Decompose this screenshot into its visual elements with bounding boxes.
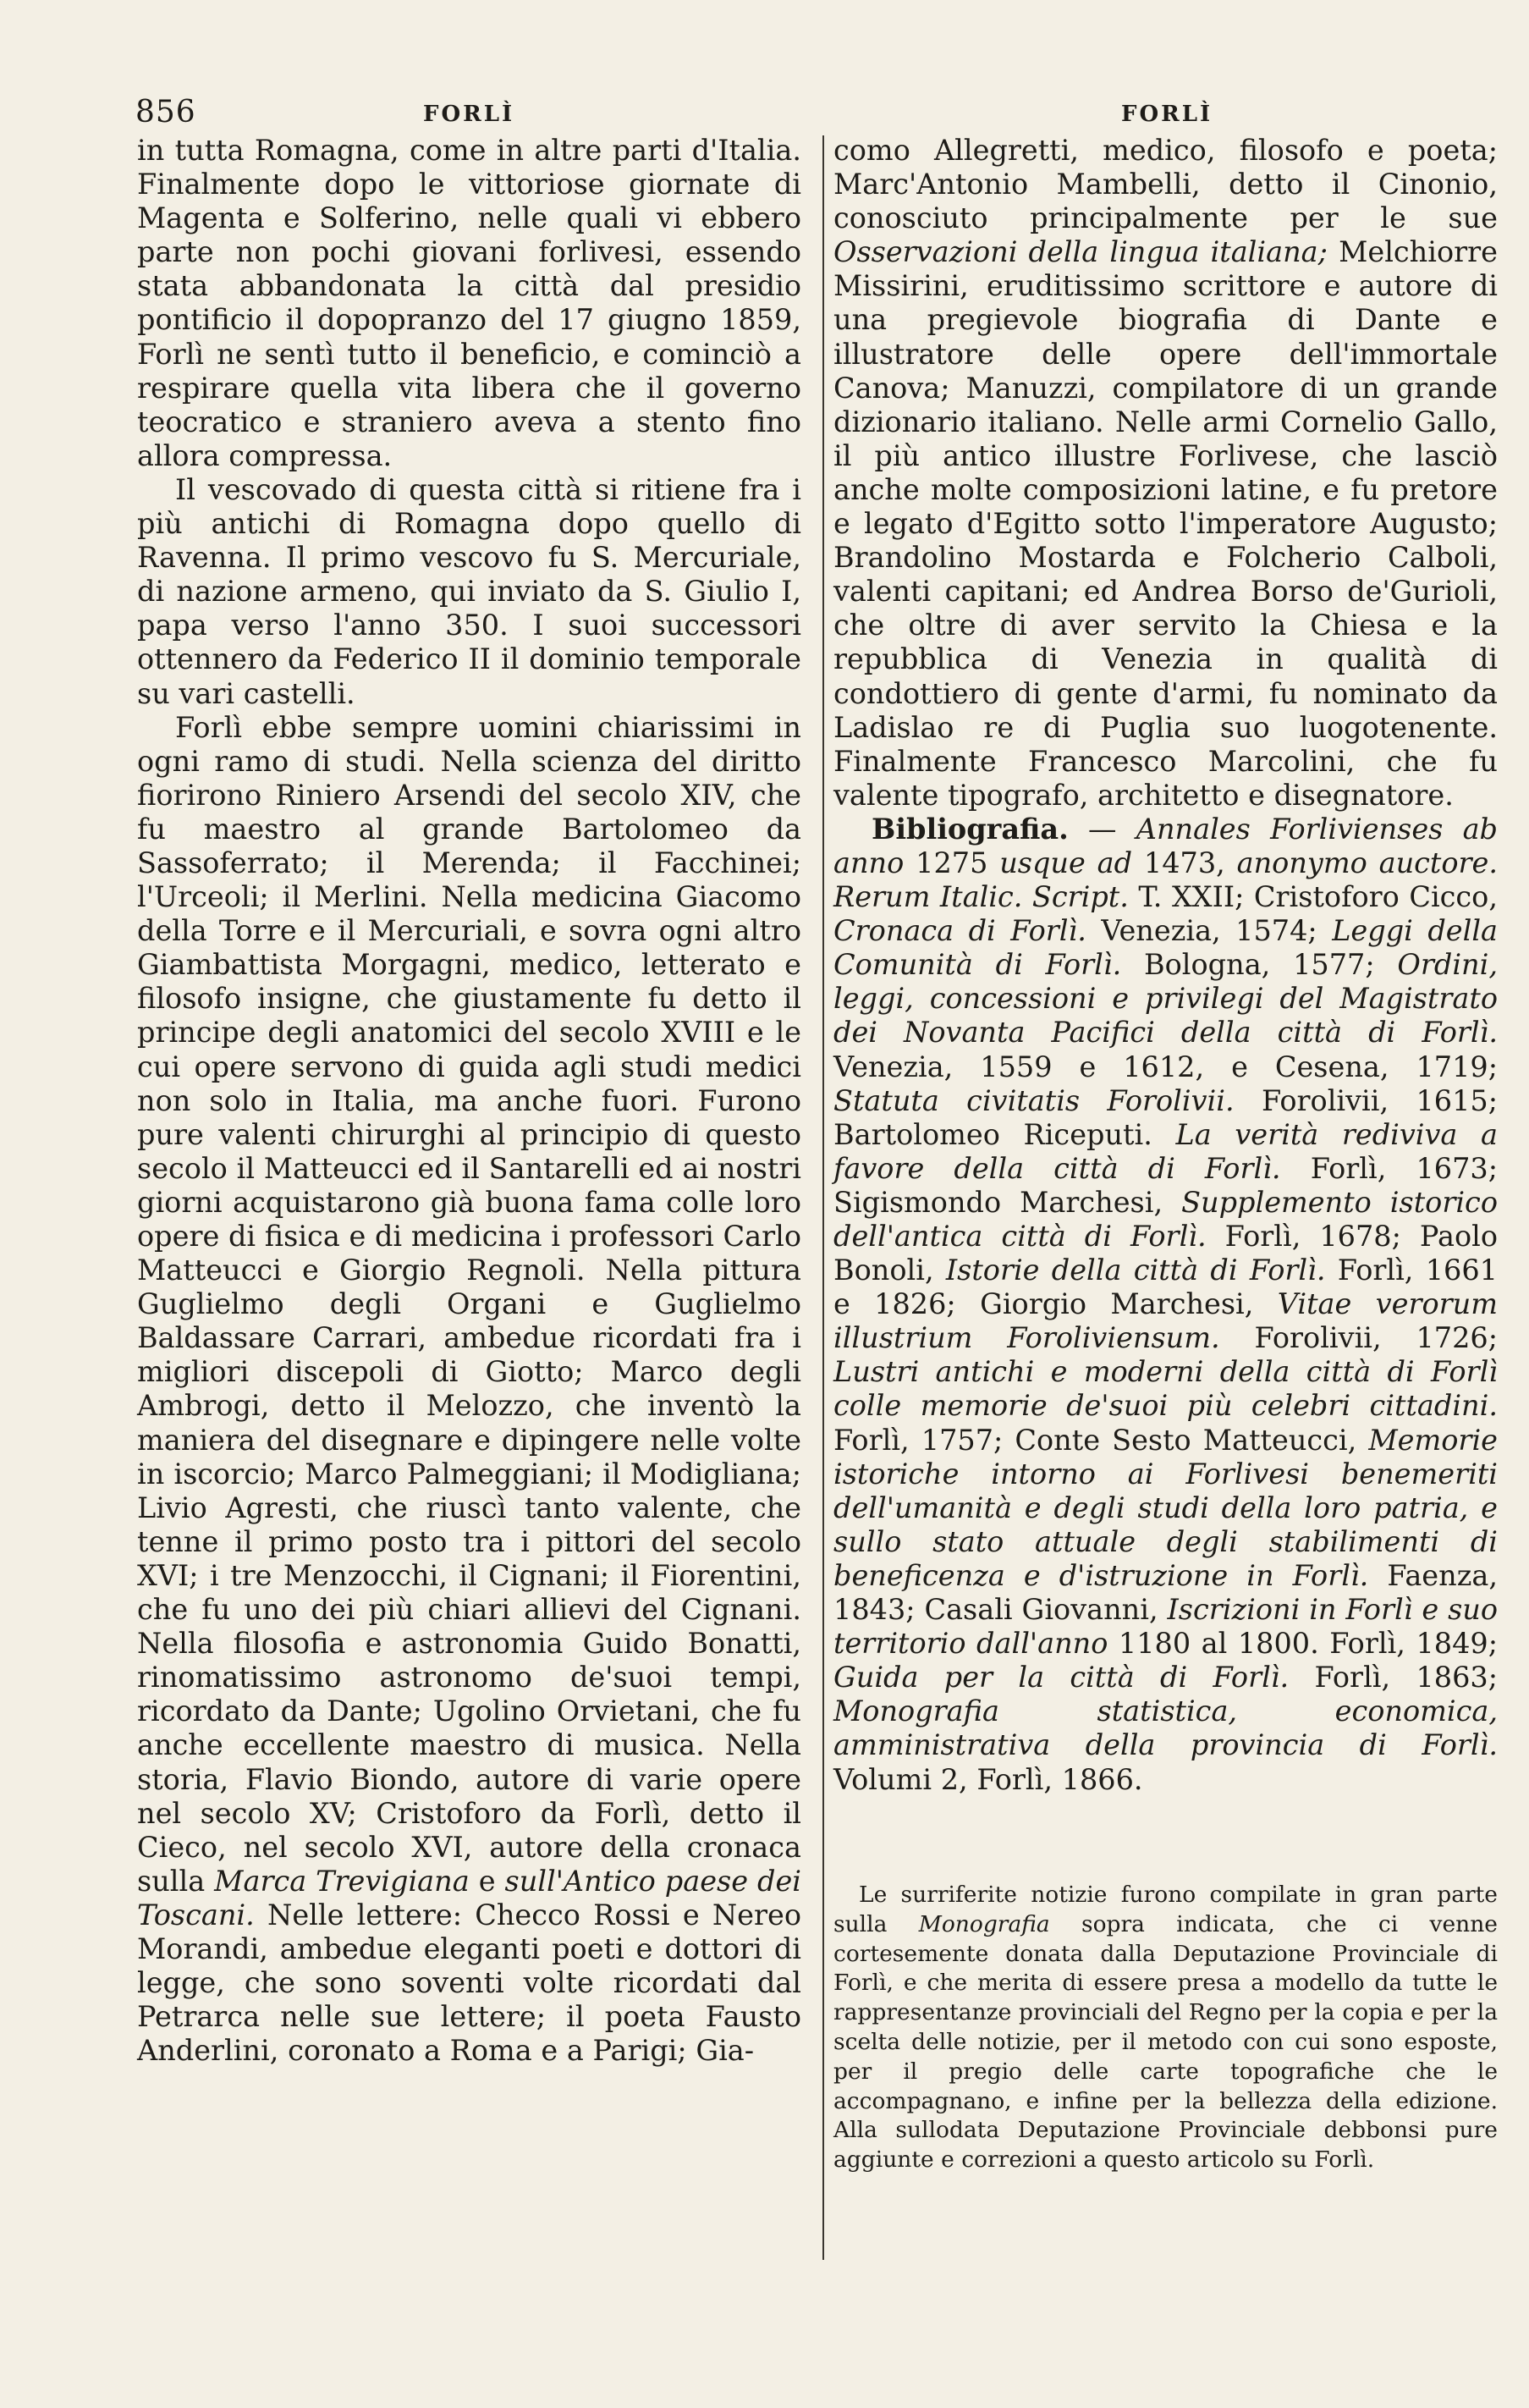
column-divider: [822, 135, 824, 2260]
page-header: [0, 95, 1529, 137]
paragraph-bishopric: Il vescovado di questa città si ritiene fra i più antichi di Romagna dopo quello di Ravenna. Il primo vescovo fu S. Mercuriale, di nazione armeno, qui inviato da S. Giulio I, papa verso l'anno 350. I suoi successori ottennero da Federico II il dominio temporale su vari castelli.: [137, 472, 801, 710]
italic-title: sull'Antico paese dei Toscani.: [137, 1864, 802, 1931]
running-head-left: FORLÌ: [423, 102, 515, 127]
paragraph-liberation: in tutta Romagna, come in altre parti d'Italia. Finalmente dopo le vittoriose giornate di Magenta e Solferino, nelle quali vi ebbero parte non pochi giovani forlivesi, essendo stata abbandonata la città dal presidio pontificio il dopopranzo del 17 giugno 1859, Forlì ne sentì tutto il beneficio, e cominciò a respirare quella vita libera che il governo teocratico e straniero aveva a stento fino allora compressa.: [137, 134, 801, 472]
right-column: [833, 134, 1498, 1797]
paragraph-illustrious-men: Forlì ebbe sempre uomini chiarissimi in ogni ramo di studi. Nella scienza del diritto fiorirono Riniero Arsendi del secolo XIV, che fu maestro al grande Bartolomeo da Sassoferrato; il Merenda; il Facchinei; l'Urceoli; il Merlini. Nella medicina Giacomo della Torre e il Mercuriali, e sovra ogni altro Giambattista Morgagni, medico, letterato e filosofo insigne, che giustamente fu detto il principe degli anatomici del secolo XVIII e le cui opere servono di guida agli studi medici non solo in Italia, ma anche fuori. Furono pure valenti chirurghi al principio di questo secolo il Matteucci ed il Santarelli ed ai nostri giorni acquistarono già buona fama colle loro opere di fisica e di medicina i professori Carlo Matteucci e Giorgio Regnoli. Nella pittura Guglielmo degli Organi e Guglielmo Baldassare Carrari, ambedue ricordati fra i migliori discepoli di Giotto; Marco degli Ambrogi, detto il Melozzo, che inventò la maniera del disegnare e dipingere nelle volte in iscorcio; Marco Palmeggiani; il Modigliana; Livio Agresti, che riuscì tanto valente, che tenne il primo posto tra i pittori del secolo XVI; i tre Menzocchi, il Cignani; il Fiorentini, che fu uno dei più chiari allievi del Cignani. Nella filosofia e astronomia Guido Bonatti, rinomatissimo astronomo de'suoi tempi, ricordato da Dante; Ugolino Orvietani, che fu anche eccellente maestro di musica. Nella storia, Flavio Biondo, autore di varie opere nel secolo XV; Cristoforo da Forlì, detto il Cieco, nel secolo XVI, autore della cronaca sulla Marca Trevigiana e sull'Antico paese dei Toscani. Nelle lettere: Checco Rossi e Nereo Morandi, ambedue eleganti poeti e dottori di legge, che sono soventi volte ricordati dal Petrarca nelle sue lettere; il poeta Fausto Anderlini, coronato a Roma e a Parigi; Gia-: [137, 710, 802, 2068]
page-number: 856: [135, 95, 196, 129]
running-head-right: FORLÌ: [1121, 102, 1213, 127]
paragraph-continued: como Allegretti, medico, filosofo e poeta; Marc'Antonio Mambelli, detto il Cinonio, conosciuto principalmente per le sue Osservazioni della lingua italiana; Melchiorre Missirini, eruditissimo scrittore e autore di una pregievole biografia di Dante e illustratore delle opere dell'immortale Canova; Manuzzi, compilatore di un grande dizionario italiano. Nelle armi Cornelio Gallo, il più antico illustre Forlivese, che lasciò anche molte composizioni latine, e fu pretore e legato d'Egitto sotto l'imperatore Augusto; Brandolino Mostarda e Folcherio Calboli, valenti capitani; ed Andrea Borso de'Gurioli, che oltre di aver servito la Chiesa e la repubblica di Venezia in qualità di condottiero di gente d'armi, fu nominato da Ladislao re di Puglia suo luogotenente. Finalmente Francesco Marcolini, che fu valente tipografo, architetto e disegnatore.: [833, 134, 1498, 812]
bibliography-label: Bibliografia.: [872, 812, 1069, 846]
italic-title: Marca Trevigiana: [214, 1864, 470, 1898]
bibliography: Bibliografia. — Annales Forlivienses ab anno 1275 usque ad 1473, anonymo auctore. Rerum Italic. Script. T. XXII; Cristoforo Cicco, Cronaca di Forlì. Venezia, 1574; Leggi della Comunità di Forlì. Bologna, 1577; Ordini, leggi, concessioni e privilegi del Magistrato dei Novanta Pacifici della città di Forlì. Venezia, 1559 e 1612, e Cesena, 1719; Statuta civitatis Forolivii. Forolivii, 1615; Bartolomeo Riceputi. La verità rediviva a favore della città di Forlì. Forlì, 1673; Sigismondo Marchesi, Supplemento istorico dell'antica città di Forlì. Forlì, 1678; Paolo Bonoli, Istorie della città di Forlì. Forlì, 1661 e 1826; Giorgio Marchesi, Vitae verorum illustrium Foroliviensum. Forolivii, 1726; Lustri antichi e moderni della città di Forlì colle memorie de'suoi più celebri cittadini. Forlì, 1757; Conte Sesto Matteucci, Memorie istoriche intorno ai Forlivesi benemeriti dell'umanità e degli studi della loro patria, e sullo stato attuale degli stabilimenti di beneficenza e d'istruzione in Forlì. Faenza, 1843; Casali Giovanni, Iscrizioni in Forlì e suo territorio dall'anno 1180 al 1800. Forlì, 1849; Guida per la città di Forlì. Forlì, 1863; Monografia statistica, economica, amministrativa della provincia di Forlì. Volumi 2, Forlì, 1866.: [833, 812, 1499, 1796]
italic-title: Osservazioni della lingua italiana;: [833, 235, 1328, 269]
left-column: [137, 134, 801, 2068]
footnote: Le surriferite notizie furono compilate in gran parte sulla Monografia sopra indicata, che ci venne cortesemente donata dalla Deputazione Provinciale di Forlì, e che merita di essere presa a modello da tutte le rappresentanze provinciali del Regno per la copia e per la scelta delle notizie, per il metodo con cui sono esposte, per il pregio delle carte topografiche che le accompagnano, e infine per la bellezza della edizione. Alla sullodata Deputazione Provinciale debbonsi pure aggiunte e correzioni a questo articolo su Forlì.: [833, 1882, 1498, 2174]
